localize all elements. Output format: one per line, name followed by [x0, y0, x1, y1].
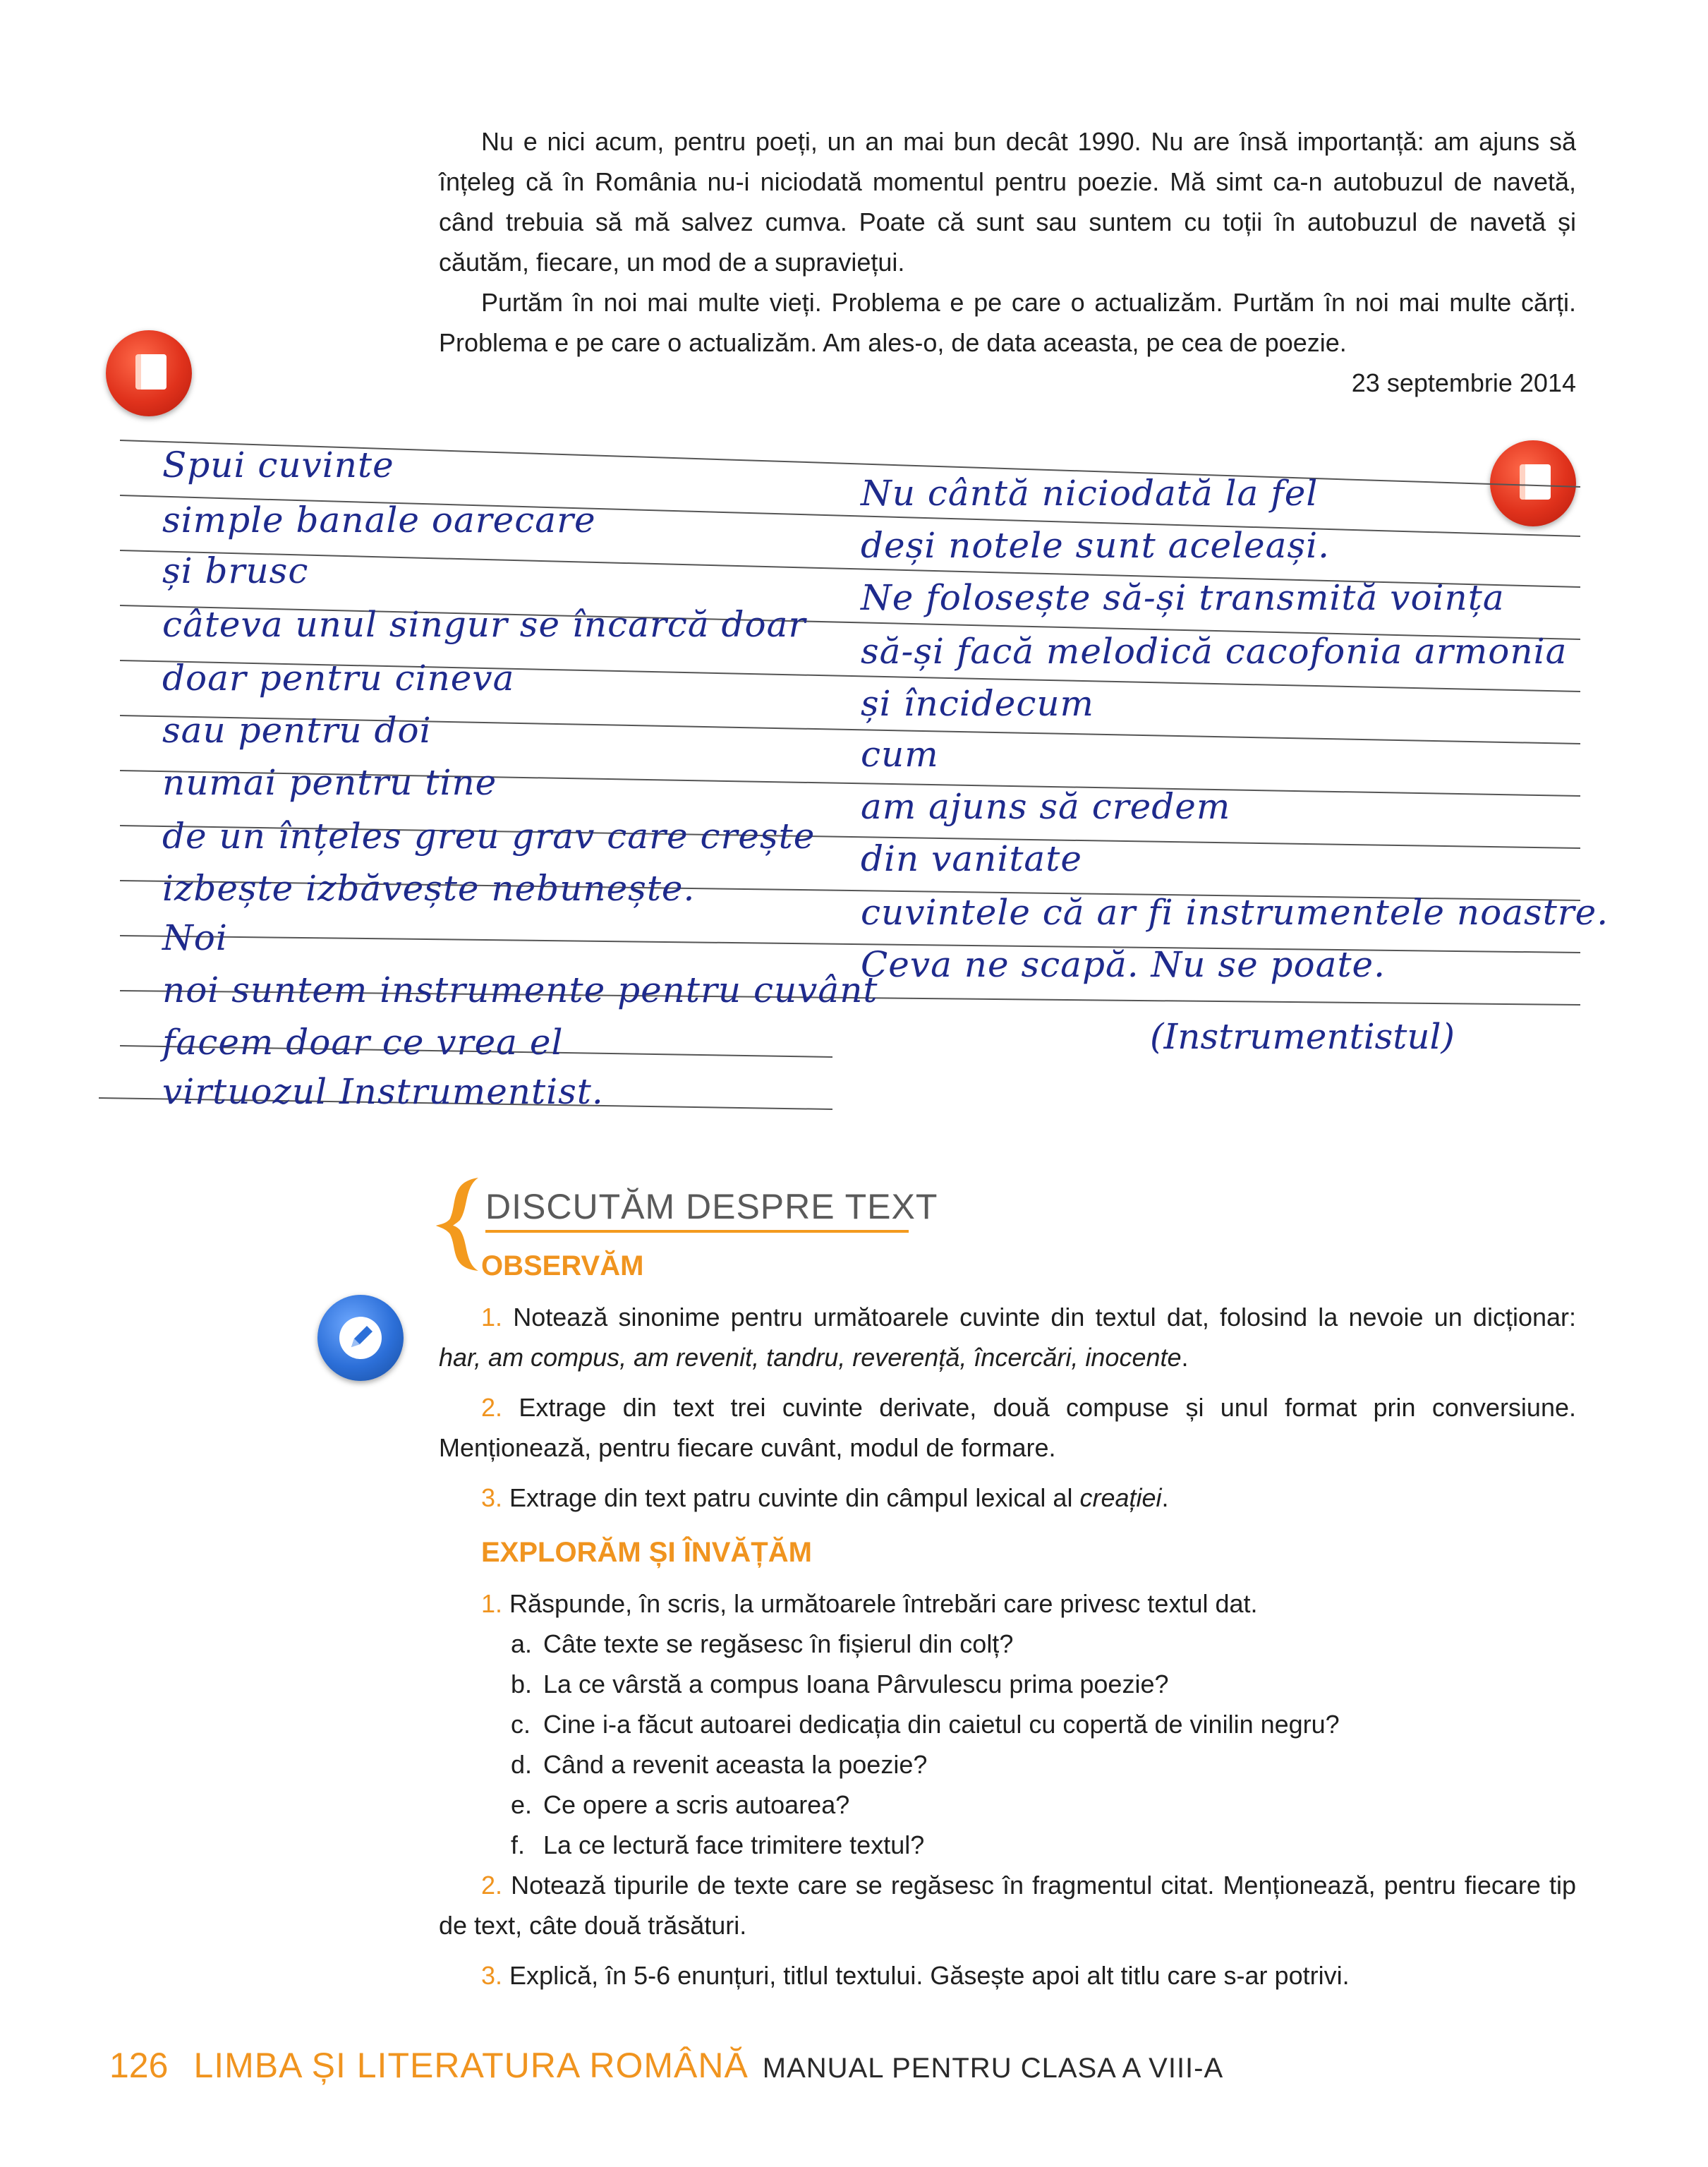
exercise-number: 2.	[481, 1871, 503, 1900]
book-title: LIMBA ȘI LITERATURA ROMÂNĂ	[193, 2046, 749, 2085]
question-letter: f.	[511, 1830, 526, 1859]
intro-paragraph: Purtăm în noi mai multe vieți. Problema e pe care o actualizăm. Purtăm în noi mai multe cărți. Problema e pe care o actualizăm. Am ales-o, de data aceasta, pe cea de poezie.	[439, 288, 1576, 357]
question-item	[511, 1704, 1576, 1744]
poem-line: virtuozul Instrumentist.	[162, 1071, 604, 1112]
observam-exercises	[439, 1297, 1576, 1528]
poem-line: și brusc	[162, 550, 309, 591]
section-underline	[485, 1230, 909, 1233]
pencil-icon	[317, 1295, 404, 1381]
page-number: 126	[109, 2046, 169, 2085]
observam-heading: OBSERVĂM	[481, 1250, 644, 1281]
exercise-item	[439, 1955, 1576, 1996]
question-item	[511, 1825, 1576, 1865]
question-text: La ce vârstă a compus Ioana Pârvulescu prima poezie?	[543, 1670, 1169, 1698]
exercise-text: Notează sinonime pentru următoarele cuvinte din textul dat, folosind la nevoie un dicționar:	[502, 1303, 1576, 1332]
exercise-text: Răspunde, în scris, la următoarele întrebări care privesc textul dat.	[502, 1589, 1258, 1618]
exercise-text: Extrage din text patru cuvinte din câmpul lexical al	[502, 1483, 1080, 1512]
intro-text	[439, 121, 1576, 403]
question-letter: e.	[511, 1790, 533, 1819]
question-list	[439, 1624, 1576, 1865]
section-title: DISCUTĂM DESPRE TEXT	[485, 1187, 938, 1226]
question-letter: b.	[511, 1670, 533, 1698]
exercise-text: .	[1181, 1343, 1189, 1372]
question-text: La ce lectură face trimitere textul?	[543, 1830, 925, 1859]
question-item	[511, 1664, 1576, 1704]
handwritten-poem	[99, 430, 1609, 1122]
exercise-item	[439, 1865, 1576, 1945]
exercise-item	[439, 1478, 1576, 1518]
poem-line: de un înțeles greu grav care crește	[162, 816, 816, 857]
exercise-italic: har, am compus, am revenit, tandru, reverență, încercări, inocente	[439, 1343, 1182, 1372]
question-letter: c.	[511, 1710, 531, 1739]
poem-line: Spui cuvinte	[162, 445, 394, 485]
question-item	[511, 1785, 1576, 1825]
question-letter: a.	[511, 1629, 533, 1658]
poem-line: Noi	[162, 917, 228, 958]
poem-line: numai pentru tine	[162, 762, 497, 803]
exercise-number: 3.	[481, 1961, 503, 1990]
question-letter: d.	[511, 1750, 533, 1779]
poem-line: am ajuns să credem	[861, 786, 1231, 827]
exercise-item	[439, 1583, 1576, 1624]
poem-line: doar pentru cineva	[162, 658, 515, 699]
poem-line: izbește izbăvește nebunește.	[162, 868, 696, 909]
book-subtitle: MANUAL PENTRU CLASA A VIII-A	[762, 2053, 1224, 2084]
exercise-text: Explică, în 5-6 enunțuri, titlul textului. Găsește apoi alt titlu care s-ar potrivi.	[502, 1961, 1350, 1990]
question-text: Când a revenit aceasta la poezie?	[543, 1750, 928, 1779]
exercise-item	[439, 1387, 1576, 1468]
exercise-text: .	[1161, 1483, 1169, 1512]
exercise-item	[439, 1297, 1576, 1377]
poem-line: cum	[861, 734, 939, 775]
poem-line: să-și facă melodică cacofonia armonia	[861, 631, 1568, 672]
poem-line: deși notele sunt aceleași.	[861, 525, 1330, 566]
poem-line: sau pentru doi	[162, 710, 432, 751]
exploram-heading: EXPLORĂM ȘI ÎNVĂȚĂM	[481, 1537, 812, 1568]
intro-paragraph: Nu e nici acum, pentru poeți, un an mai bun decât 1990. Nu are însă importanță: am ajuns să înțeleg că în România nu-i niciodată momentul pentru poezie. Mă simt ca-n autobuzul de navetă, când trebuia să mă salvez cumva. Poate că sunt sau suntem cu toții în autobuzul de navetă și căutăm, fiecare, un mod de a supraviețui.	[439, 127, 1576, 277]
poem-line: Ceva ne scapă. Nu se poate.	[861, 944, 1386, 985]
question-text: Ce opere a scris autoarea?	[543, 1790, 850, 1819]
exercise-number: 1.	[481, 1589, 503, 1618]
date: 23 septembrie 2014	[1351, 368, 1576, 397]
exercise-text: Notează tipurile de texte care se regăsesc în fragmentul citat. Menționează, pentru fiecare tip de text, câte două trăsături.	[439, 1871, 1576, 1940]
exercise-number: 3.	[481, 1483, 503, 1512]
poem-line: din vanitate	[861, 838, 1082, 879]
exercise-number: 1.	[481, 1303, 503, 1332]
exercise-text: Extrage din text trei cuvinte derivate, două compuse și unul format prin conversiune. Menționează, pentru fiecare cuvânt, modul de formare.	[439, 1393, 1576, 1462]
exploram-exercises	[439, 1583, 1576, 2005]
poem-line: facem doar ce vrea el	[162, 1022, 564, 1063]
question-item	[511, 1624, 1576, 1664]
poem-line: și încidecum	[861, 683, 1094, 724]
poem-line: simple banale oarecare	[162, 500, 596, 541]
notebook-icon	[106, 330, 192, 416]
question-text: Cine i-a făcut autoarei dedicația din caietul cu copertă de vinilin negru?	[543, 1710, 1340, 1739]
poem-line: noi suntem instrumente pentru cuvânt	[162, 970, 878, 1010]
poem-signature: (Instrumentistul)	[1150, 1016, 1455, 1057]
poem-line: câteva unul singur se încarcă doar	[162, 604, 806, 645]
orange-brace-icon	[436, 1175, 485, 1274]
exercise-italic: creației	[1079, 1483, 1162, 1512]
poem-line: Nu cântă niciodată la fel	[861, 473, 1319, 514]
question-item	[511, 1744, 1576, 1785]
exercise-number: 2.	[481, 1393, 503, 1422]
poem-line: cuvintele că ar fi instrumentele noastre.	[861, 892, 1609, 933]
poem-line: Ne folosește să-și transmită voința	[861, 577, 1505, 618]
question-text: Câte texte se regăsesc în fișierul din colț?	[543, 1629, 1014, 1658]
page-footer	[109, 2045, 1223, 2086]
